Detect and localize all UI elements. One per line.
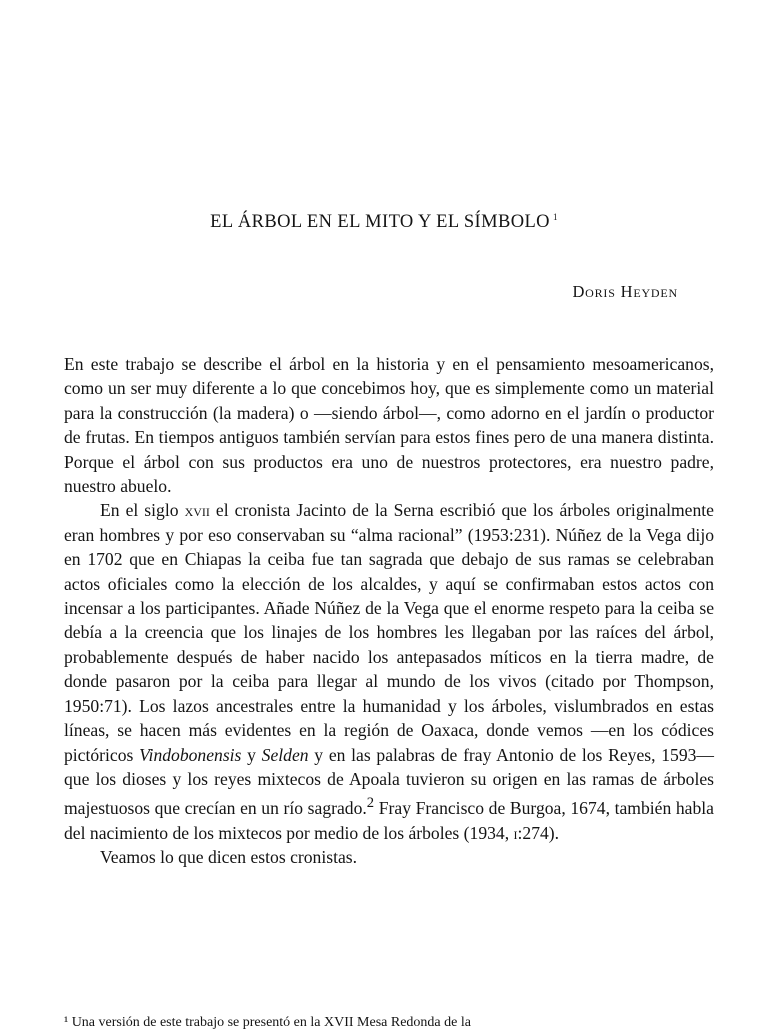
article-body [64, 352, 714, 869]
footnote-marker-2: 2 [366, 795, 375, 812]
paragraph-2-text-d: y en las palabras de fray Antonio de los Reyes, 1593— que los dioses y los reyes mixtecos de Apoala tuvieron su origen en las ramas de árboles majestuosos que crecían en un río sagrado. [64, 744, 715, 819]
title-text: EL ÁRBOL EN EL MITO Y EL SÍMBOLO [210, 212, 550, 232]
article-title [0, 212, 768, 233]
title-footnote-marker: 1 [552, 212, 558, 222]
author-name: Doris Heyden [572, 282, 678, 301]
volume-numeral: i [513, 822, 518, 843]
paragraph-2-text-f: :274). [517, 822, 560, 843]
codex-selden: Selden [261, 744, 309, 765]
codex-vindobonensis: Vindobonensis [139, 744, 242, 765]
paragraph-2-text-b: el cronista Jacinto de la Serna escribió que los árboles originalmente eran hombres y por eso conservaban su “alma racional” (1953:231). Núñez de la Vega dijo en 1702 que en Chiapas la ceiba fue tan sagrada que debajo de sus ramas se celebraban actos oficiales como la elección de los alcaldes, y aquí se confirmaban estos actos con incensar a los participantes. Añade Núñez de la Vega que el enorme respeto para la ceiba se debía a la creencia que los linajes de los hombres les llegaban por las raíces del árbol, probablemente después de haber nacido los antepasados míticos en la tierra madre, de donde pasaron por la ceiba para llegar al mundo de los vivos (citado por Thompson, 1950:71). Los lazos ancestrales entre la humanidad y los árboles, vislumbrados en estas líneas, se hacen más evidentes en la región de Oaxaca, donde vemos —en los códices pictóricos [64, 500, 714, 765]
paragraph-3: Veamos lo que dicen estos cronistas. [100, 846, 358, 867]
footnote-1: ¹ Una versión de este trabajo se presentó en la XVII Mesa Redonda de la [64, 1015, 471, 1030]
paragraph-2-text-c: y [241, 744, 262, 765]
paragraph-2-text-e: Fray Francisco de Burgoa, 1674, también habla del nacimiento de los mixtecos por medio de los árboles (1934, [64, 798, 714, 843]
paragraph-1: En este trabajo se describe el árbol en la historia y en el pensamiento mesoamericanos, como un ser muy diferente a lo que concebimos hoy, que es simplemente como un material para la construcción (la madera) o —siendo árbol—, como adorno en el jardín o productor de frutas. En tiempos antiguos también servían para estos fines pero de una manera distinta. Porque el árbol con sus productos era uno de nuestros protectores, era nuestro padre, nuestro abuelo. [64, 354, 714, 497]
century-numeral: xvii [184, 500, 210, 521]
paragraph-2 [64, 498, 714, 845]
paragraph-2-text-a: En el siglo [100, 500, 185, 521]
